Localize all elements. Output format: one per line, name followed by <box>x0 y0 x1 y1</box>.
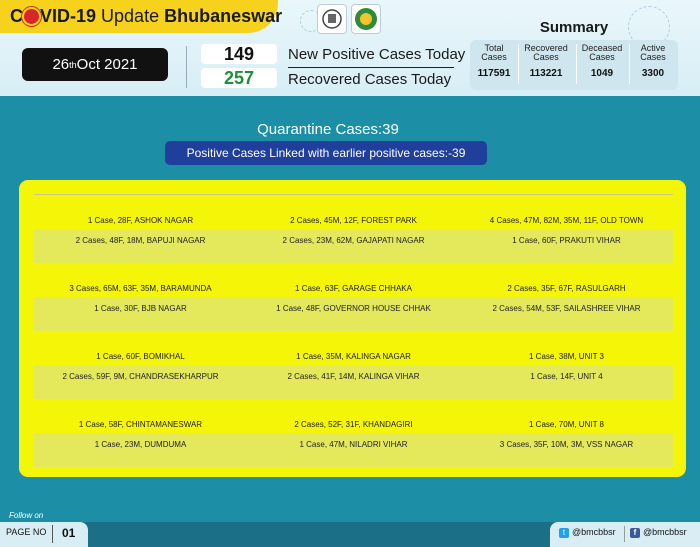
table-cell: 1 Case, 60F, PRAKUTI VIHAR <box>512 236 621 245</box>
title-update: Update <box>96 6 165 26</box>
page-separator <box>52 525 53 543</box>
linked-cases-banner: Positive Cases Linked with earlier positive cases:-39 <box>165 141 487 165</box>
table-cell: 4 Cases, 47M, 82M, 35M, 11F, OLD TOWN <box>489 216 644 225</box>
summary-total-value: 117591 <box>477 68 511 79</box>
table-row <box>34 399 673 433</box>
stat-divider <box>288 67 454 68</box>
new-positive-label: New Positive Cases Today <box>288 46 466 63</box>
summary-deceased-label-1: Deceased <box>581 43 623 53</box>
date-month-year: Oct 2021 <box>76 56 138 73</box>
summary-recovered <box>521 44 571 79</box>
facebook-handle-link[interactable]: @bmcbbsr <box>643 527 687 537</box>
summary-deceased-label-2: Cases <box>589 52 615 62</box>
table-cell: 2 Cases, 54M, 53F, SAILASHREE VIHAR <box>492 304 641 313</box>
table-cell: 1 Case, 14F, UNIT 4 <box>530 372 603 381</box>
date-display <box>22 48 168 81</box>
virus-icon <box>24 9 39 24</box>
summary-recovered-label-1: Recovered <box>524 43 568 53</box>
facebook-icon[interactable]: f <box>630 528 640 538</box>
table-row <box>34 229 673 263</box>
summary-deceased <box>579 44 625 79</box>
table-cell: 1 Case, 47M, NILADRI VIHAR <box>299 440 408 449</box>
title-covid: VID-19 <box>40 6 97 26</box>
table-row <box>34 433 673 467</box>
summary-recovered-label <box>521 44 571 64</box>
summary-active-label-1: Active <box>640 43 666 53</box>
table-cell: 2 Cases, 52F, 31F, KHANDAGIRI <box>294 420 413 429</box>
date-suffix: th <box>69 59 77 70</box>
summary-active-label <box>632 44 674 64</box>
table-cell: 2 Cases, 48F, 18M, BAPUJI NAGAR <box>75 236 206 245</box>
table-cell: 2 Cases, 23M, 62M, GAJAPATI NAGAR <box>282 236 425 245</box>
new-positive-count: 149 <box>201 44 277 64</box>
twitter-handle-link[interactable]: @bmcbbsr <box>572 527 616 537</box>
summary-recovered-label-2: Cases <box>533 52 559 62</box>
cases-table <box>34 195 673 467</box>
summary-deceased-value: 1049 <box>590 68 614 79</box>
table-cell: 1 Case, 60F, BOMIKHAL <box>96 352 185 361</box>
title-city: Bhubaneswar <box>164 6 283 26</box>
twitter-icon[interactable]: t <box>559 528 569 538</box>
page-label: PAGE NO <box>6 527 47 537</box>
summary-active-label-2: Cases <box>640 52 666 62</box>
table-cell: 1 Case, 58F, CHINTAMANESWAR <box>78 420 203 429</box>
table-cell: 1 Case, 38M, UNIT 3 <box>529 352 604 361</box>
summary-total <box>474 44 514 79</box>
table-cell: 2 Cases, 35F, 67F, RASULGARH <box>507 284 626 293</box>
table-cell: 2 Cases, 41F, 14M, KALINGA VIHAR <box>287 372 420 381</box>
table-cell: 2 Cases, 45M, 12F, FOREST PARK <box>290 216 417 225</box>
summary-total-label-1: Total <box>484 43 504 53</box>
summary-deceased-label <box>579 44 625 64</box>
recovered-label: Recovered Cases Today <box>288 71 452 88</box>
page-number: 01 <box>62 526 76 540</box>
table-cell: 3 Cases, 65M, 63F, 35M, BARAMUNDA <box>69 284 212 293</box>
odisha-emblem-icon <box>317 4 347 34</box>
summary-separator <box>629 44 630 84</box>
summary-total-label-2: Cases <box>481 52 507 62</box>
table-row <box>34 365 673 399</box>
table-cell: 1 Case, 48F, GOVERNOR HOUSE CHHAK <box>276 304 431 313</box>
summary-recovered-value: 113221 <box>529 68 563 79</box>
quarantine-title: Quarantine Cases:39 <box>257 121 399 138</box>
table-cell: 1 Case, 28F, ASHOK NAGAR <box>87 216 194 225</box>
page-title <box>10 6 282 27</box>
table-row <box>34 331 673 365</box>
table-cell: 2 Cases, 59F, 9M, CHANDRASEKHARPUR <box>62 372 219 381</box>
summary-title: Summary <box>539 19 609 36</box>
recovered-count: 257 <box>201 68 277 88</box>
table-cell: 1 Case, 30F, BJB NAGAR <box>94 304 187 313</box>
summary-total-label <box>474 44 514 64</box>
table-cell: 1 Case, 35M, KALINGA NAGAR <box>296 352 411 361</box>
table-row <box>34 195 673 229</box>
summary-separator <box>518 44 519 84</box>
social-separator <box>624 526 625 542</box>
table-row <box>34 263 673 297</box>
summary-separator <box>576 44 577 84</box>
table-cell: 1 Case, 70M, UNIT 8 <box>529 420 604 429</box>
table-cell: 1 Case, 63F, GARAGE CHHAKA <box>295 284 412 293</box>
header-divider <box>186 46 187 88</box>
summary-active <box>632 44 674 79</box>
follow-on-label: Follow on <box>9 511 44 520</box>
date-day: 26 <box>52 56 70 73</box>
table-cell: 3 Cases, 35F, 10M, 3M, VSS NAGAR <box>499 440 634 449</box>
title-c: C <box>10 6 23 26</box>
summary-active-value: 3300 <box>641 68 665 79</box>
bmc-logo-icon <box>351 4 381 34</box>
table-row <box>34 297 673 331</box>
table-cell: 1 Case, 23M, DUMDUMA <box>94 440 187 449</box>
